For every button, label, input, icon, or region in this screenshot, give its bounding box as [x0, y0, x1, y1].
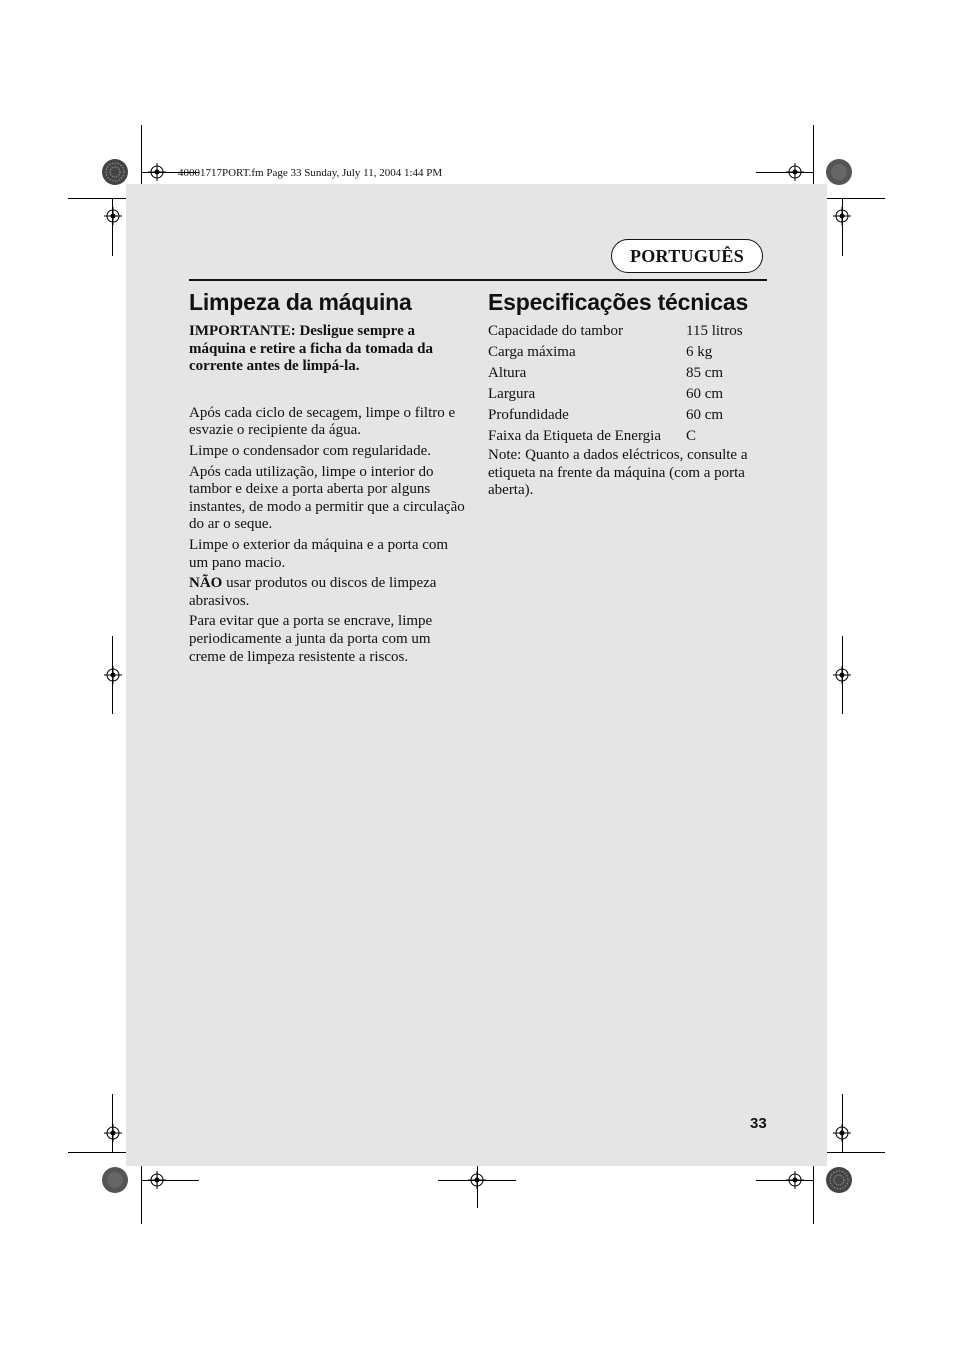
crop-mark: [141, 1180, 199, 1181]
registration-mark-icon: [833, 1124, 851, 1142]
color-rosette-icon: [101, 1166, 129, 1194]
spec-value: 6 kg: [686, 344, 713, 360]
spec-row: [488, 405, 768, 426]
registration-mark-icon: [104, 1124, 122, 1142]
specs-section: [488, 321, 768, 503]
crop-mark: [813, 1166, 814, 1224]
warning-bold: NÃO: [189, 575, 223, 592]
crop-mark: [827, 198, 885, 199]
crop-mark: [756, 1180, 814, 1181]
cleaning-paragraph: Após cada utilização, limpe o interior do tambor e deixe a porta aberta por alguns instantes, de modo a permitir que a circulação do ar o seque.: [189, 463, 465, 533]
cleaning-section: [189, 323, 469, 669]
spec-label: Faixa da Etiqueta de Energia: [488, 428, 661, 444]
spec-label: Carga máxima: [488, 344, 576, 360]
color-rosette-icon: [825, 158, 853, 186]
spec-row: [488, 363, 768, 384]
spec-value: 115 litros: [686, 323, 743, 339]
spec-value: C: [686, 428, 697, 444]
warning-text: usar produtos ou discos de limpeza abrasivos.: [189, 575, 437, 609]
crop-mark: [141, 1166, 142, 1224]
crop-mark: [141, 125, 142, 184]
cleaning-paragraph: Limpe o exterior da máquina e a porta com um pano macio.: [189, 536, 449, 571]
crop-mark: [68, 1152, 126, 1153]
spec-value: 60 cm: [686, 386, 724, 402]
crop-mark: [756, 172, 814, 173]
crop-mark: [112, 1094, 113, 1152]
registration-mark-icon: [833, 207, 851, 225]
registration-mark-icon: [104, 666, 122, 684]
spec-label: Profundidade: [488, 407, 569, 423]
spec-label: Altura: [488, 365, 527, 381]
spec-note: Note: Quanto a dados eléctricos, consulte a etiqueta na frente da máquina (com a porta aberta).: [488, 447, 748, 499]
important-notice: IMPORTANTE: Desligue sempre a máquina e retire a ficha da tomada da corrente antes de limpá-la.: [189, 323, 434, 375]
spec-row: [488, 342, 768, 363]
language-badge: PORTUGUÊS: [611, 239, 763, 273]
spec-label: Largura: [488, 386, 536, 402]
spec-row: [488, 321, 768, 342]
color-rosette-icon: [101, 158, 129, 186]
registration-mark-icon: [104, 207, 122, 225]
specs-title: Especificações técnicas: [488, 289, 749, 315]
spec-value: 85 cm: [686, 365, 724, 381]
cleaning-warning: [189, 575, 469, 610]
spec-value: 60 cm: [686, 407, 724, 423]
header-rule: [189, 279, 767, 281]
crop-mark: [68, 198, 126, 199]
cleaning-title: Limpeza da máquina: [189, 289, 412, 315]
cleaning-paragraph: Limpe o condensador com regularidade.: [189, 442, 431, 459]
spec-row: [488, 384, 768, 405]
page-number: 33: [750, 1115, 767, 1132]
print-slug: 40001717PORT.fm Page 33 Sunday, July 11, 2004 1:44 PM: [178, 167, 443, 179]
crop-mark: [827, 1152, 885, 1153]
crop-mark: [813, 125, 814, 184]
crop-mark: [477, 1166, 478, 1208]
cleaning-paragraph: Para evitar que a porta se encrave, limpe periodicamente a junta da porta com um creme de limpeza resistente a riscos.: [189, 613, 433, 665]
spec-row: [488, 426, 768, 447]
crop-mark: [842, 1094, 843, 1152]
color-rosette-icon: [825, 1166, 853, 1194]
spec-label: Capacidade do tambor: [488, 323, 623, 339]
cleaning-paragraph: Após cada ciclo de secagem, limpe o filtro e esvazie o recipiente da água.: [189, 404, 456, 439]
registration-mark-icon: [833, 666, 851, 684]
